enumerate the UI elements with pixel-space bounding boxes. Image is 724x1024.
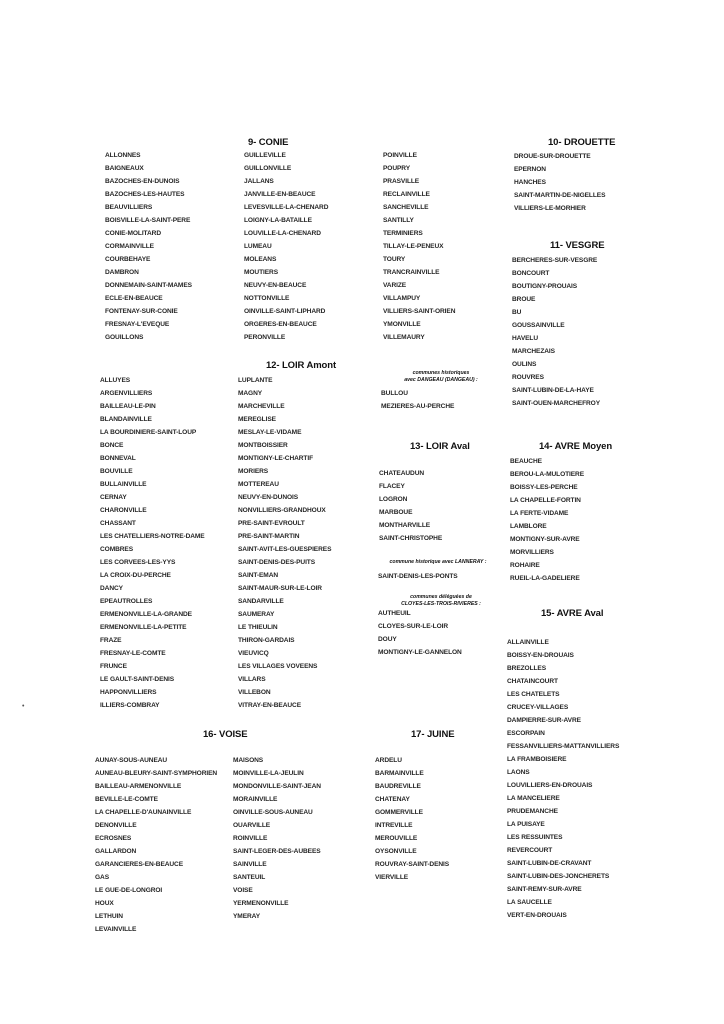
commune-item: DROUE-SUR-DROUETTE <box>514 153 591 160</box>
commune-item: THIRON-GARDAIS <box>238 637 295 644</box>
commune-item: BOISSY-LES-PERCHE <box>510 484 578 491</box>
commune-item: ROUVRAY-SAINT-DENIS <box>375 861 450 868</box>
commune-item: VERT-EN-DROUAIS <box>507 912 567 919</box>
commune-item: EPEAUTROLLES <box>100 598 153 605</box>
commune-item: BAZOCHES-LES-HAUTES <box>105 191 185 198</box>
commune-item: PRASVILLE <box>383 178 420 185</box>
commune-item: BAZOCHES-EN-DUNOIS <box>105 178 180 185</box>
commune-item: POUPRY <box>383 165 411 172</box>
commune-item: AUNAY-SOUS-AUNEAU <box>95 757 168 764</box>
commune-item: BEVILLE-LE-COMTE <box>95 796 158 803</box>
commune-item: VITRAY-EN-BEAUCE <box>238 702 302 709</box>
commune-item: NONVILLIERS-GRANDHOUX <box>238 507 326 514</box>
commune-item: OINVILLE-SOUS-AUNEAU <box>233 809 313 816</box>
commune-item: ARGENVILLIERS <box>100 390 153 397</box>
commune-item: GAS <box>95 874 109 881</box>
list-loir-aval <box>379 467 442 545</box>
commune-item: BOISSY-EN-DROUAIS <box>507 652 574 659</box>
commune-item: LUMEAU <box>244 243 272 250</box>
commune-item: LETHUIN <box>95 913 123 920</box>
commune-item: MORAINVILLE <box>233 796 278 803</box>
commune-item: BOUTIGNY-PROUAIS <box>512 283 578 290</box>
commune-item: GOUILLONS <box>105 334 144 341</box>
commune-item: LA CHAPELLE-FORTIN <box>510 497 581 504</box>
note-dangeau-line2: avec DANGEAU (DANGEAU) : <box>404 376 478 383</box>
commune-item: CHARONVILLE <box>100 507 147 514</box>
commune-item: EPERNON <box>514 166 546 173</box>
commune-item: LOUVILLIERS-EN-DROUAIS <box>507 782 593 789</box>
commune-item: YMONVILLE <box>383 321 421 328</box>
commune-item: SAINT-OUEN-MARCHEFROY <box>512 400 601 407</box>
commune-item: DENONVILLE <box>95 822 137 829</box>
commune-item: ALLUYES <box>100 377 131 384</box>
commune-item: MARCHEVILLE <box>238 403 285 410</box>
commune-item: BAIGNEAUX <box>105 165 144 172</box>
commune-item: NEUVY-EN-DUNOIS <box>238 494 299 501</box>
header-drouette: 10- DROUETTE <box>548 137 616 148</box>
commune-item: BEAUCHE <box>510 458 542 465</box>
commune-item: LEVAINVILLE <box>95 926 137 933</box>
commune-item: SAUMERAY <box>238 611 275 618</box>
stray-mark: • <box>22 703 25 710</box>
commune-item: BLANDAINVILLE <box>100 416 152 423</box>
commune-item: FLACEY <box>379 483 405 490</box>
commune-item: AUNEAU-BLEURY-SAINT-SYMPHORIEN <box>95 770 218 777</box>
commune-item: COURBEHAYE <box>105 256 151 263</box>
header-voise: 16- VOISE <box>203 729 248 740</box>
commune-item: BEAUVILLIERS <box>105 204 153 211</box>
list-conie-col2 <box>244 149 328 344</box>
header-avre-moyen: 14- AVRE Moyen <box>539 441 613 452</box>
commune-item: OUARVILLE <box>233 822 271 829</box>
commune-item: MOTTEREAU <box>238 481 279 488</box>
commune-item: OINVILLE-SAINT-LIPHARD <box>244 308 326 315</box>
list-voise-col2 <box>233 754 321 923</box>
commune-item: SAINT-CHRISTOPHE <box>379 535 443 542</box>
commune-item: ORGERES-EN-BEAUCE <box>244 321 317 328</box>
commune-item: SANTEUIL <box>233 874 266 881</box>
commune-item: CHATEAUDUN <box>379 470 425 477</box>
commune-item: SAINT-DENIS-LES-PONTS <box>378 573 458 580</box>
commune-item: DAMPIERRE-SUR-AVRE <box>507 717 581 724</box>
commune-item: MEROUVILLE <box>375 835 418 842</box>
commune-item: SAINT-DENIS-DES-PUITS <box>238 559 316 566</box>
commune-item: NOTTONVILLE <box>244 295 290 302</box>
commune-item: JALLANS <box>244 178 274 185</box>
commune-item: ESCORPAIN <box>507 730 545 737</box>
commune-item: MONTHARVILLE <box>379 522 431 529</box>
commune-item: SAINT-LEGER-DES-AUBEES <box>233 848 321 855</box>
commune-item: TOURY <box>383 256 406 263</box>
commune-item: MONTIGNY-LE-CHARTIF <box>238 455 314 462</box>
commune-item: CORMAINVILLE <box>105 243 154 250</box>
commune-item: BOISVILLE-LA-SAINT-PERE <box>105 217 191 224</box>
commune-item: PERONVILLE <box>244 334 286 341</box>
commune-item: INTREVILLE <box>375 822 413 829</box>
commune-item: BERCHERES-SUR-VESGRE <box>512 257 598 264</box>
commune-item: POINVILLE <box>383 152 417 159</box>
list-juine <box>375 754 449 884</box>
commune-item: BREZOLLES <box>507 665 547 672</box>
commune-item: VILLAMPUY <box>383 295 421 302</box>
note-lanneray: commune historique avec LANNERAY : <box>389 559 487 565</box>
commune-item: DOUY <box>378 636 397 643</box>
commune-item: ROINVILLE <box>233 835 268 842</box>
commune-item: LA MANCELIERE <box>507 795 560 802</box>
commune-item: MARCHEZAIS <box>512 348 555 355</box>
commune-item: VIERVILLE <box>375 874 409 881</box>
commune-item: BONNEVAL <box>100 455 136 462</box>
list-loir-amont-col2 <box>238 374 331 712</box>
commune-item: YMERAY <box>233 913 261 920</box>
commune-item: LA CROIX-DU-PERCHE <box>100 572 171 579</box>
commune-item: OYSONVILLE <box>375 848 417 855</box>
commune-item: LES VILLAGES VOVEENS <box>238 663 318 670</box>
commune-item: MORVILLIERS <box>510 549 554 556</box>
commune-item: CHATENAY <box>375 796 410 803</box>
commune-item: LES CHATELETS <box>507 691 560 698</box>
header-avre-aval: 15- AVRE Aval <box>541 608 604 619</box>
commune-item: REVERCOURT <box>507 847 553 854</box>
header-vesgre: 11- VESGRE <box>550 240 605 251</box>
note-dangeau <box>386 370 496 383</box>
commune-item: MEREGLISE <box>238 416 276 423</box>
commune-item: SANTILLY <box>383 217 414 224</box>
commune-item: MAGNY <box>238 390 263 397</box>
commune-item: TILLAY-LE-PENEUX <box>383 243 444 250</box>
commune-item: VILLEMAURY <box>383 334 425 341</box>
commune-item: SAINT-REMY-SUR-AVRE <box>507 886 582 893</box>
commune-item: BAUDREVILLE <box>375 783 421 790</box>
commune-item: LA BOURDINIERE-SAINT-LOUP <box>100 429 197 436</box>
commune-item: ERMENONVILLE-LA-GRANDE <box>100 611 192 618</box>
note-dangeau-line1: communes historiques <box>412 370 470 376</box>
commune-item: LOIGNY-LA-BATAILLE <box>244 217 312 224</box>
commune-item: RECLAINVILLE <box>383 191 430 198</box>
commune-item: MONTIGNY-LE-GANNELON <box>378 649 462 656</box>
commune-item: LE GUE-DE-LONGROI <box>95 887 163 894</box>
list-voise-col1 <box>95 754 217 936</box>
commune-item: NEUVY-EN-BEAUCE <box>244 282 307 289</box>
commune-item: TERMINIERS <box>383 230 423 237</box>
commune-item: TRANCRAINVILLE <box>383 269 440 276</box>
note-cloyes <box>386 594 496 607</box>
commune-item: GARANCIERES-EN-BEAUCE <box>95 861 184 868</box>
commune-item: FRESNAY-LE-COMTE <box>100 650 166 657</box>
commune-item: AUTHEUIL <box>378 610 411 617</box>
commune-item: MONTBOISSIER <box>238 442 288 449</box>
commune-item: MONTIGNY-SUR-AVRE <box>510 536 580 543</box>
commune-item: SAINT-LUBIN-DE-LA-HAYE <box>512 387 594 394</box>
commune-item: VILLIERS-SAINT-ORIEN <box>383 308 456 315</box>
commune-item: YERMENONVILLE <box>233 900 289 907</box>
commune-item: ECROSNES <box>95 835 132 842</box>
list-avre-aval <box>507 636 619 922</box>
commune-item: VOISE <box>233 887 253 894</box>
commune-item: CONIE-MOLITARD <box>105 230 161 237</box>
commune-item: MONDONVILLE-SAINT-JEAN <box>233 783 321 790</box>
commune-item: CHASSANT <box>100 520 136 527</box>
commune-item: LES CORVEES-LES-YYS <box>100 559 176 566</box>
commune-item: MESLAY-LE-VIDAME <box>238 429 302 436</box>
commune-item: BROUE <box>512 296 536 303</box>
commune-item: SAINT-MAUR-SUR-LE-LOIR <box>238 585 322 592</box>
commune-item: FESSANVILLIERS-MATTANVILLIERS <box>507 743 620 750</box>
commune-item: PRUDEMANCHE <box>507 808 558 815</box>
commune-item: ROHAIRE <box>510 562 540 569</box>
commune-item: DAMBRON <box>105 269 139 276</box>
commune-item: OULINS <box>512 361 537 368</box>
commune-item: GOMMERVILLE <box>375 809 423 816</box>
commune-item: VILLEBON <box>238 689 271 696</box>
commune-item: MOUTIERS <box>244 269 279 276</box>
commune-item: BULLAINVILLE <box>100 481 147 488</box>
commune-item: MAISONS <box>233 757 264 764</box>
commune-item: ROUVRES <box>512 374 544 381</box>
commune-item: ILLIERS-COMBRAY <box>100 702 160 709</box>
commune-item: VILLIERS-LE-MORHIER <box>514 205 586 212</box>
commune-item: CLOYES-SUR-LE-LOIR <box>378 623 448 630</box>
commune-item: SANCHEVILLE <box>383 204 429 211</box>
commune-item: JANVILLE-EN-BEAUCE <box>244 191 316 198</box>
commune-item: MOLEANS <box>244 256 277 263</box>
commune-item: ALLAINVILLE <box>507 639 549 646</box>
commune-item: LA SAUCELLE <box>507 899 552 906</box>
commune-item: LA CHAPELLE-D'AUNAINVILLE <box>95 809 192 816</box>
commune-item: SAINT-MARTIN-DE-NIGELLES <box>514 192 606 199</box>
commune-item: LES CHATELLIERS-NOTRE-DAME <box>100 533 205 540</box>
commune-item: SAINT-AVIT-LES-GUESPIERES <box>238 546 332 553</box>
commune-item: SANDARVILLE <box>238 598 284 605</box>
commune-item: BOUVILLE <box>100 468 133 475</box>
commune-item: CRUCEY-VILLAGES <box>507 704 569 711</box>
commune-item: SAINT-EMAN <box>238 572 279 579</box>
commune-item: ALLONNES <box>105 152 141 159</box>
commune-item: LEVESVILLE-LA-CHENARD <box>244 204 329 211</box>
commune-item: SAINT-LUBIN-DES-JONCHERETS <box>507 873 610 880</box>
commune-item: HOUX <box>95 900 114 907</box>
list-dangeau <box>381 387 454 413</box>
commune-item: LE THIEULIN <box>238 624 278 631</box>
commune-item: DANCY <box>100 585 123 592</box>
commune-item: HANCHES <box>514 179 546 186</box>
commune-item: GUILLONVILLE <box>244 165 292 172</box>
commune-item: MORIERS <box>238 468 269 475</box>
header-juine: 17- JUINE <box>411 729 455 740</box>
list-loir-amont-col1 <box>100 374 205 712</box>
list-drouette <box>514 150 605 215</box>
list-conie-col3 <box>383 149 455 344</box>
commune-item: GUILLEVILLE <box>244 152 286 159</box>
commune-item: GALLARDON <box>95 848 137 855</box>
commune-item: ECLE-EN-BEAUCE <box>105 295 163 302</box>
list-conie-col1 <box>105 149 192 344</box>
commune-item: ARDELU <box>375 757 402 764</box>
note-cloyes-line1: communes déléguées de <box>410 594 472 600</box>
commune-item: LA FRAMBOISIERE <box>507 756 567 763</box>
commune-item: PRE-SAINT-EVROULT <box>238 520 305 527</box>
commune-item: LES RESSUINTES <box>507 834 563 841</box>
commune-item: BULLOU <box>381 390 408 397</box>
commune-item: HAPPONVILLIERS <box>100 689 157 696</box>
commune-item: LOGRON <box>379 496 408 503</box>
commune-item: BAILLEAU-ARMENONVILLE <box>95 783 182 790</box>
header-conie: 9- CONIE <box>248 137 289 148</box>
commune-item: HAVELU <box>512 335 539 342</box>
commune-item: BONCOURT <box>512 270 550 277</box>
list-avre-moyen <box>510 455 584 585</box>
header-loir-aval: 13- LOIR Aval <box>410 441 470 452</box>
commune-item: BONCE <box>100 442 124 449</box>
list-cloyes <box>378 607 462 659</box>
commune-item: GOUSSAINVILLE <box>512 322 565 329</box>
commune-item: VIEUVICQ <box>238 650 269 657</box>
commune-item: LA PUISAYE <box>507 821 545 828</box>
commune-item: LAONS <box>507 769 530 776</box>
commune-item: RUEIL-LA-GADELIERE <box>510 575 580 582</box>
header-loir-amont: 12- LOIR Amont <box>266 360 337 371</box>
commune-item: LUPLANTE <box>238 377 273 384</box>
commune-item: PRE-SAINT-MARTIN <box>238 533 300 540</box>
commune-item: DONNEMAIN-SAINT-MAMES <box>105 282 192 289</box>
commune-item: LOUVILLE-LA-CHENARD <box>244 230 321 237</box>
commune-item: LA FERTE-VIDAME <box>510 510 569 517</box>
commune-item: COMBRES <box>100 546 134 553</box>
commune-item: BEROU-LA-MULOTIERE <box>510 471 585 478</box>
commune-item: FRAZE <box>100 637 122 644</box>
commune-item: MARBOUE <box>379 509 413 516</box>
commune-item: CHATAINCOURT <box>507 678 558 685</box>
commune-item: BARMAINVILLE <box>375 770 424 777</box>
commune-item: VILLARS <box>238 676 266 683</box>
list-vesgre <box>512 254 600 410</box>
commune-item: ERMENONVILLE-LA-PETITE <box>100 624 187 631</box>
note-cloyes-line2: CLOYES-LES-TROIS-RIVIERES : <box>401 600 481 607</box>
list-lanneray <box>378 570 458 583</box>
commune-item: CERNAY <box>100 494 127 501</box>
commune-item: MEZIERES-AU-PERCHE <box>381 403 455 410</box>
commune-item: FRUNCE <box>100 663 127 670</box>
commune-item: LAMBLORE <box>510 523 547 530</box>
commune-item: VARIZE <box>383 282 407 289</box>
commune-item: LE GAULT-SAINT-DENIS <box>100 676 175 683</box>
commune-item: SAINT-LUBIN-DE-CRAVANT <box>507 860 592 867</box>
commune-item: SAINVILLE <box>233 861 267 868</box>
commune-item: BU <box>512 309 522 316</box>
commune-item: MOINVILLE-LA-JEULIN <box>233 770 304 777</box>
commune-item: FRESNAY-L'EVEQUE <box>105 321 170 328</box>
commune-item: FONTENAY-SUR-CONIE <box>105 308 178 315</box>
commune-item: BAILLEAU-LE-PIN <box>100 403 156 410</box>
